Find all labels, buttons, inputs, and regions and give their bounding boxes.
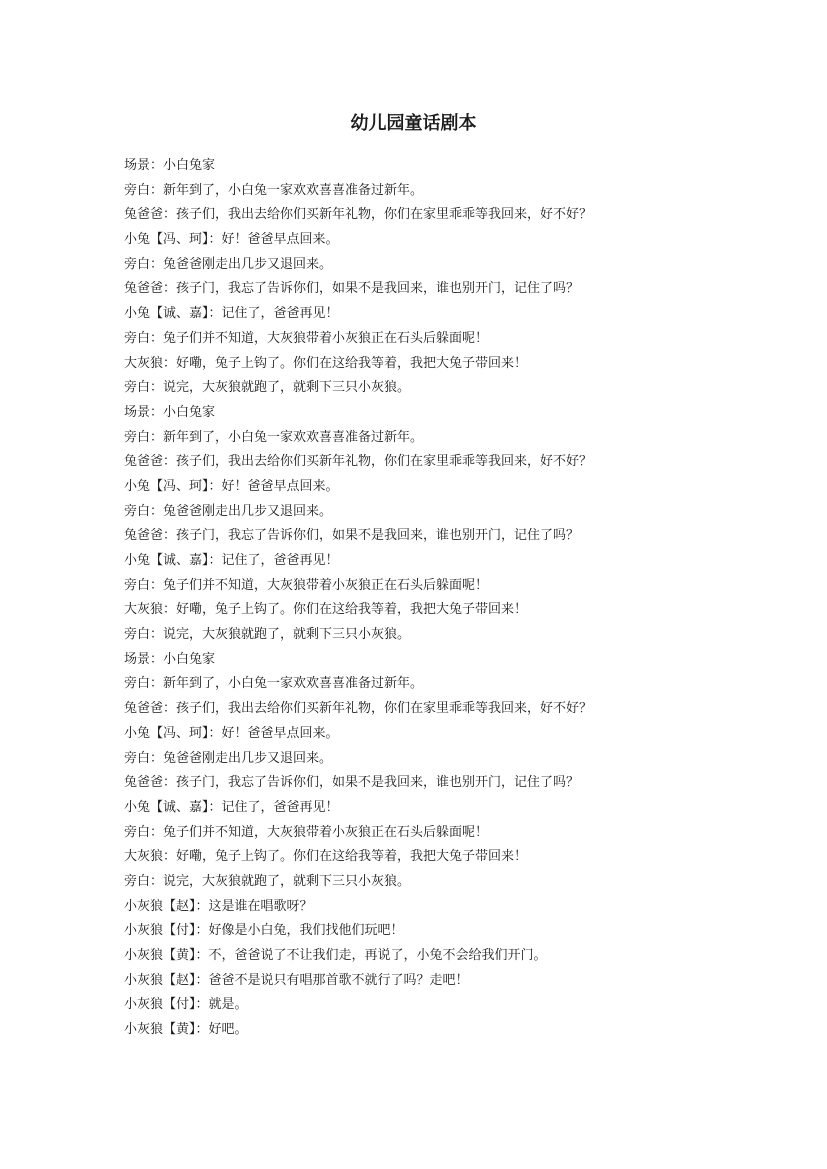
script-line: 兔爸爸：孩子们，我出去给你们买新年礼物，你们在家里乖乖等我回来，好不好？ (124, 207, 593, 223)
script-line: 旁白：说完，大灰狼就跑了，就剩下三只小灰狼。 (124, 873, 411, 889)
script-line: 旁白：兔子们并不知道，大灰狼带着小灰狼正在石头后躲面呢！ (124, 824, 489, 840)
script-line: 场景：小白兔家 (124, 404, 216, 420)
script-line: 旁白：兔爸爸刚走出几步又退回来。 (124, 750, 333, 766)
script-line: 兔爸爸：孩子们，我出去给你们买新年礼物，你们在家里乖乖等我回来，好不好？ (124, 454, 593, 470)
script-line: 兔爸爸：孩子门，我忘了告诉你们，如果不是我回来，谁也别开门，记住了吗？ (124, 528, 580, 544)
script-line: 小灰狼【付】：就是。 (124, 997, 248, 1013)
script-line: 旁白：新年到了，小白兔一家欢欢喜喜准备过新年。 (124, 676, 424, 692)
script-line: 小兔【冯、珂】：好！爸爸早点回来。 (124, 725, 339, 741)
script-line: 旁白：说完，大灰狼就跑了，就剩下三只小灰狼。 (124, 627, 411, 643)
script-line: 大灰狼：好嘞，兔子上钩了。你们在这给我等着，我把大兔子带回来！ (124, 355, 528, 371)
script-line: 小灰狼【赵】：这是谁在唱歌呀？ (124, 898, 313, 914)
script-line: 旁白：兔爸爸刚走出几步又退回来。 (124, 503, 333, 519)
script-line: 兔爸爸：孩子门，我忘了告诉你们，如果不是我回来，谁也别开门，记住了吗？ (124, 281, 580, 297)
script-line: 旁白：新年到了，小白兔一家欢欢喜喜准备过新年。 (124, 429, 424, 445)
script-line: 小灰狼【黄】：不，爸爸说了不让我们走，再说了，小兔不会给我们开门。 (124, 948, 547, 963)
script-line: 场景：小白兔家 (124, 158, 216, 173)
script-line: 大灰狼：好嘞，兔子上钩了。你们在这给我等着，我把大兔子带回来！ (124, 849, 528, 865)
script-line: 小兔【诚、嘉】：记住了，爸爸再见！ (124, 799, 339, 815)
script-line: 旁白：兔爸爸刚走出几步又退回来。 (124, 256, 333, 272)
script-line: 小兔【冯、珂】：好！爸爸早点回来。 (124, 232, 339, 248)
script-line: 旁白：兔子们并不知道，大灰狼带着小灰狼正在石头后躲面呢！ (124, 330, 489, 346)
script-line: 旁白：兔子们并不知道，大灰狼带着小灰狼正在石头后躲面呢！ (124, 577, 489, 593)
script-line: 大灰狼：好嘞，兔子上钩了。你们在这给我等着，我把大兔子带回来！ (124, 602, 528, 618)
script-line: 小兔【诚、嘉】：记住了，爸爸再见！ (124, 553, 339, 568)
script-line: 小灰狼【付】：好像是小白兔，我们找他们玩吧！ (124, 923, 404, 939)
script-line: 小兔【诚、嘉】：记住了，爸爸再见！ (124, 306, 339, 322)
script-line: 兔爸爸：孩子门，我忘了告诉你们，如果不是我回来，谁也别开门，记住了吗？ (124, 775, 580, 791)
script-line: 旁白：新年到了，小白兔一家欢欢喜喜准备过新年。 (124, 182, 424, 198)
script-line: 小灰狼【赵】：爸爸不是说只有唱那首歌不就行了吗？走吧！ (124, 972, 469, 988)
script-line: 旁白：说完，大灰狼就跑了，就剩下三只小灰狼。 (124, 380, 411, 396)
script-line: 小灰狼【黄】：好吧。 (124, 1022, 248, 1038)
script-line: 小兔【冯、珂】：好！爸爸早点回来。 (124, 478, 339, 494)
script-body (124, 154, 724, 1043)
page-title: 幼儿园童话剧本 (350, 113, 477, 134)
script-line: 场景：小白兔家 (124, 651, 216, 667)
script-line: 兔爸爸：孩子们，我出去给你们买新年礼物，你们在家里乖乖等我回来，好不好？ (124, 701, 593, 717)
